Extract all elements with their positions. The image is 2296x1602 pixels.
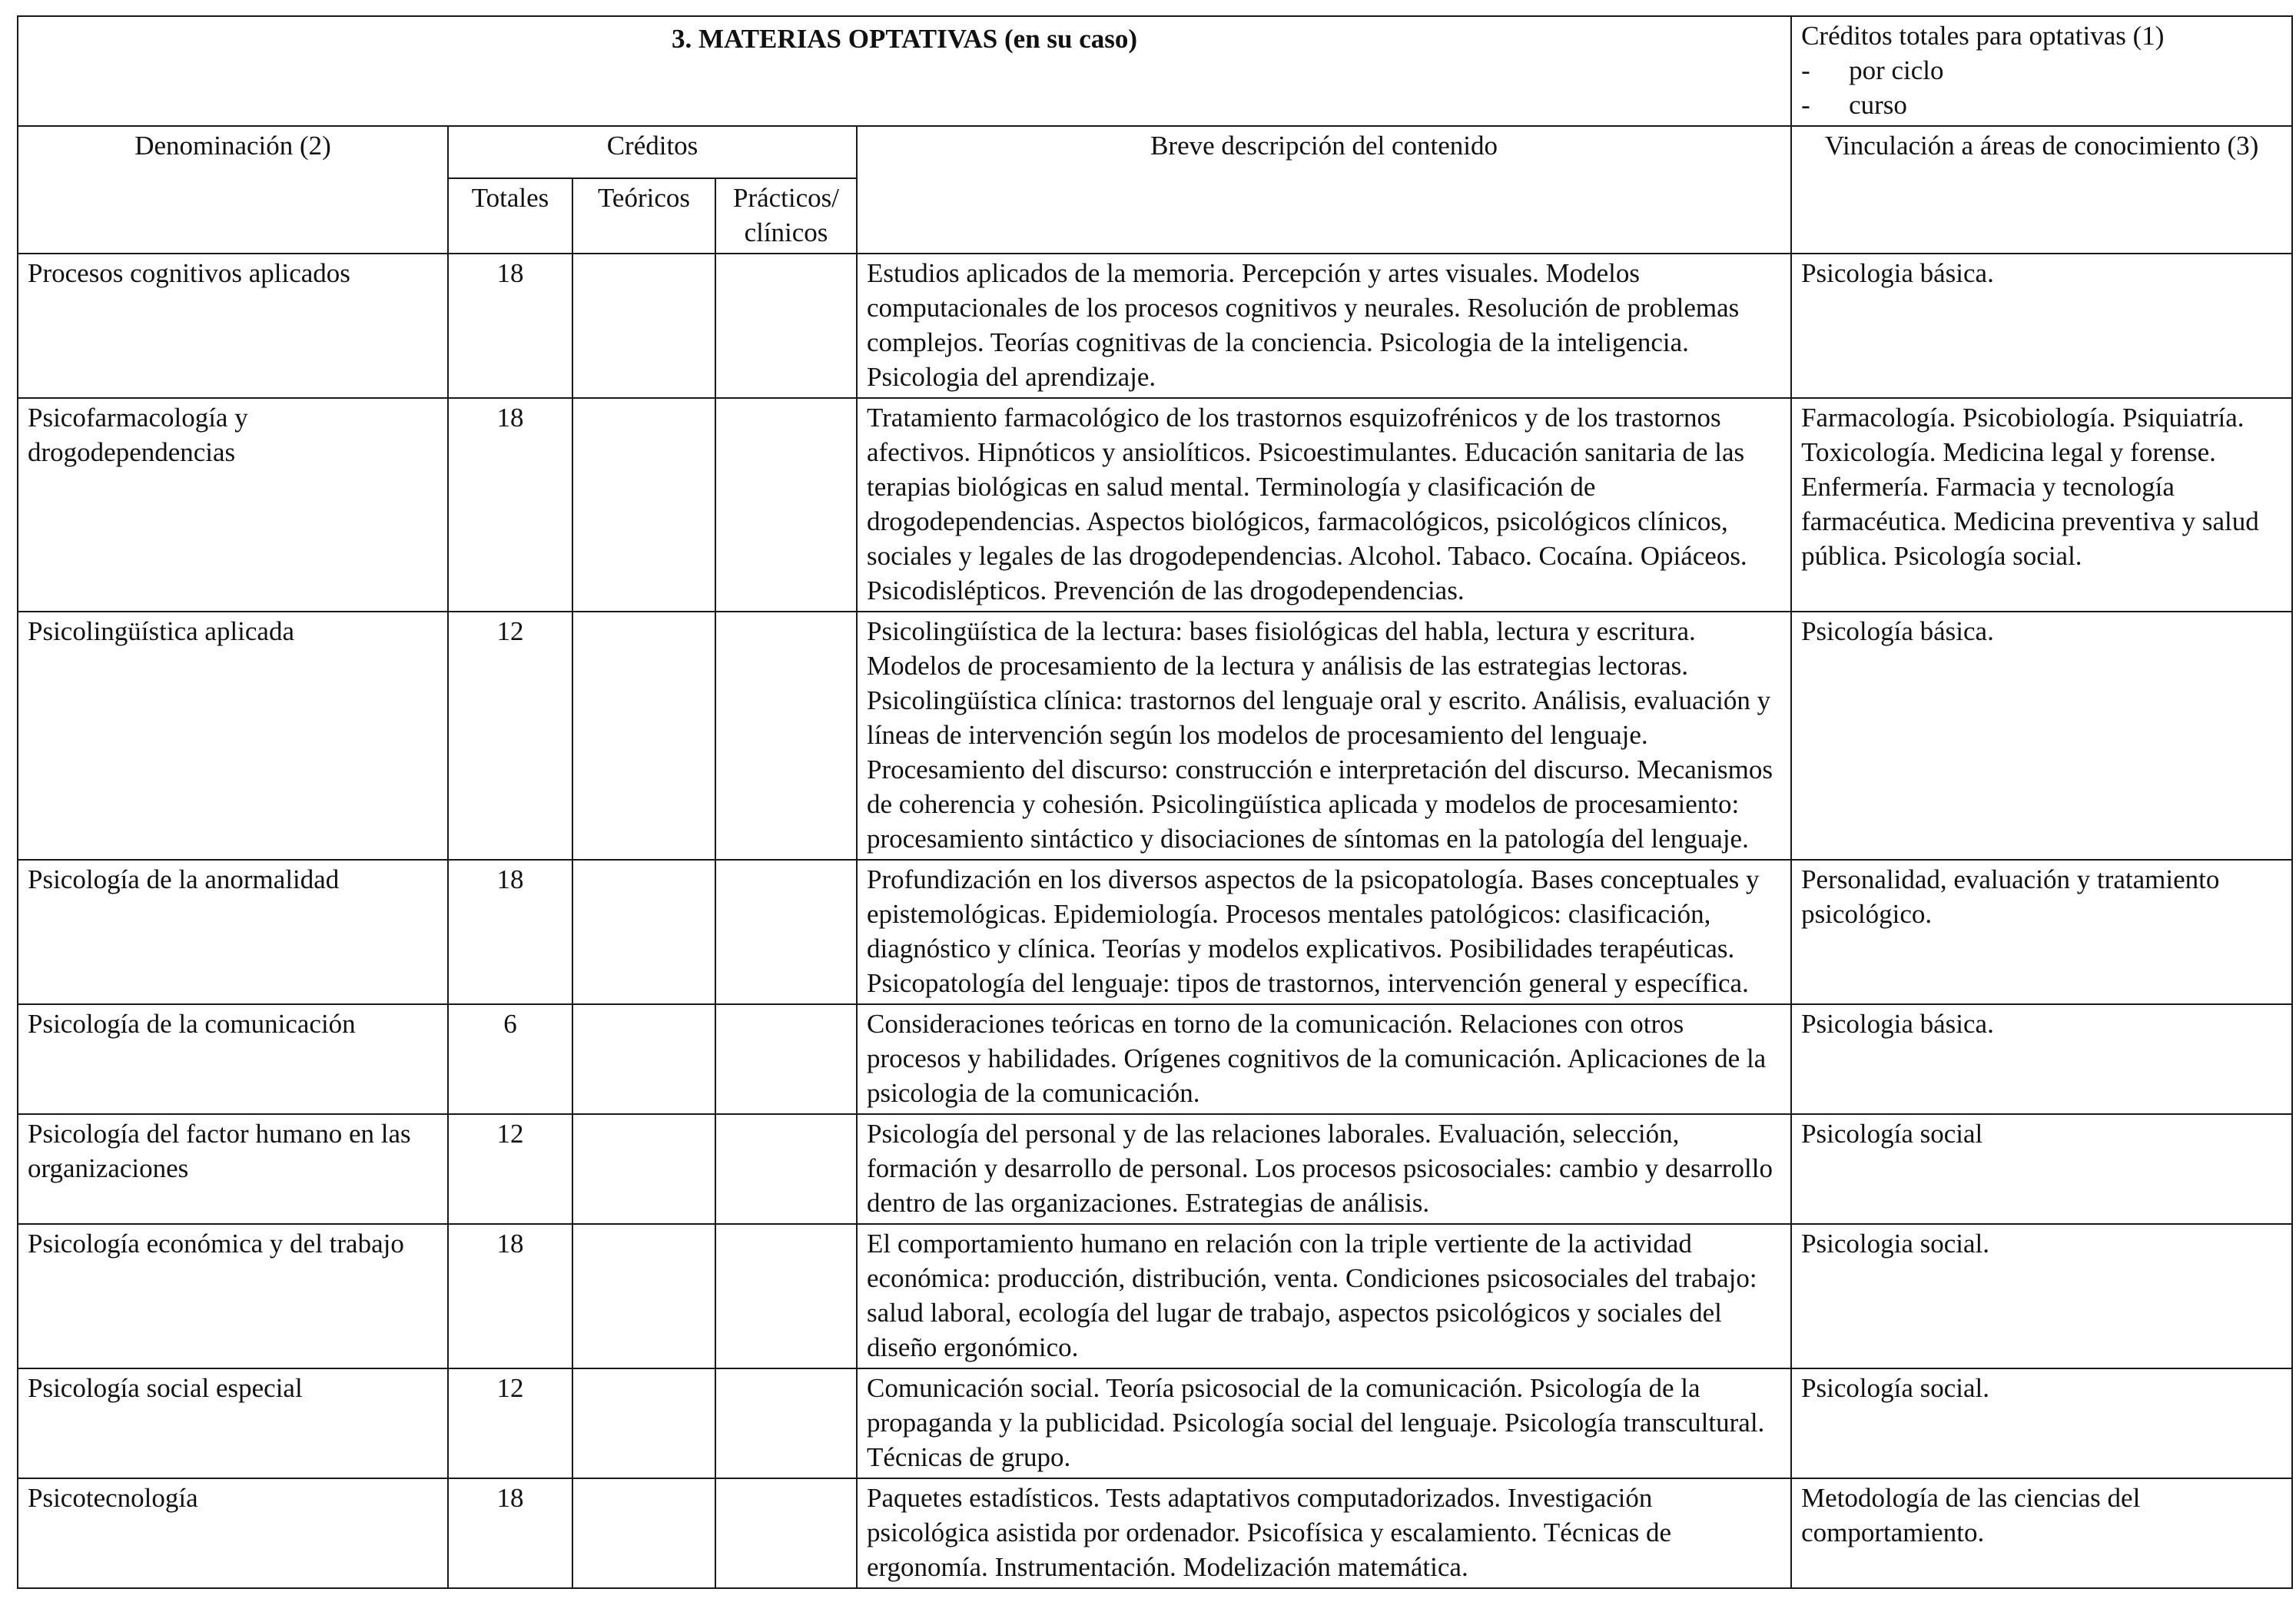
materia-vinculacion: Psicología básica. — [1791, 612, 2292, 860]
header-practicos: Prácticos/ clínicos — [715, 178, 857, 254]
creditos-practicos — [715, 860, 857, 1004]
materia-vinculacion: Psicología social. — [1791, 1368, 2292, 1478]
materia-denominacion: Psicolingüística aplicada — [18, 612, 448, 860]
materia-vinculacion: Personalidad, evaluación y tratamiento psicológico. — [1791, 860, 2292, 1004]
creditos-totales: 18 — [448, 860, 572, 1004]
creditos-totales: 18 — [448, 254, 572, 398]
table-row — [18, 398, 2292, 612]
materia-denominacion: Psicofarmacología y drogodependencias — [18, 398, 448, 612]
creditos-practicos — [715, 398, 857, 612]
materia-denominacion: Psicología de la comunicación — [18, 1004, 448, 1114]
creditos-totales-cell — [1791, 16, 2292, 126]
materia-denominacion: Psicotecnología — [18, 1478, 448, 1588]
table-row — [18, 254, 2292, 398]
header-teoricos: Teóricos — [572, 178, 715, 254]
table-row — [18, 1224, 2292, 1368]
materia-vinculacion: Psicología social — [1791, 1114, 2292, 1224]
creditos-totales: 12 — [448, 612, 572, 860]
materia-vinculacion: Psicologia básica. — [1791, 1004, 2292, 1114]
header-creditos: Créditos — [448, 126, 857, 178]
header-denominacion: Denominación (2) — [18, 126, 448, 254]
creditos-teoricos — [572, 1368, 715, 1478]
header-row — [18, 126, 2292, 178]
materia-vinculacion: Psicologia social. — [1791, 1224, 2292, 1368]
creditos-practicos — [715, 1224, 857, 1368]
creditos-practicos — [715, 1478, 857, 1588]
creditos-teoricos — [572, 254, 715, 398]
materia-descripcion: Estudios aplicados de la memoria. Percepción y artes visuales. Modelos computacionales de los procesos cognitivos y neurales. Resolución de problemas complejos. Teorías cognitivas de la conciencia. Psicologia de la inteligencia. Psicologia del aprendizaje. — [857, 254, 1791, 398]
materia-denominacion: Psicología económica y del trabajo — [18, 1224, 448, 1368]
materia-vinculacion: Metodología de las ciencias del comportamiento. — [1791, 1478, 2292, 1588]
creditos-totales: 12 — [448, 1368, 572, 1478]
table-title: 3. MATERIAS OPTATIVAS (en su caso) — [18, 16, 1791, 126]
table-row — [18, 612, 2292, 860]
materia-descripcion: Paquetes estadísticos. Tests adaptativos computadorizados. Investigación psicológica asistida por ordenador. Psicofísica y escalamiento. Técnicas de ergonomía. Instrumentación. Modelización matemática. — [857, 1478, 1791, 1588]
creditos-practicos — [715, 254, 857, 398]
table-row — [18, 1114, 2292, 1224]
creditos-practicos — [715, 612, 857, 860]
creditos-totales-item: - curso — [1801, 90, 1907, 120]
table-row — [18, 1368, 2292, 1478]
header-vinculacion: Vinculación a áreas de conocimiento (3) — [1791, 126, 2292, 254]
table-row — [18, 1004, 2292, 1114]
materia-denominacion: Procesos cognitivos aplicados — [18, 254, 448, 398]
table-row — [18, 1478, 2292, 1588]
header-totales: Totales — [448, 178, 572, 254]
creditos-practicos — [715, 1114, 857, 1224]
materia-descripcion: Psicolingüística de la lectura: bases fisiológicas del habla, lectura y escritura. Modelos de procesamiento de la lectura y análisis de las estrategias lectoras. Psicolingüística clínica: trastornos del lenguaje oral y escrito. Análisis, evaluación y líneas de intervención según los modelos de procesamiento del lenguaje. Procesamiento del discurso: construcción e interpretación del discurso. Mecanismos de coherencia y cohesión. Psicolingüística aplicada y modelos de procesamiento: procesamiento sintáctico y disociaciones de síntomas en la patología del lenguaje. — [857, 612, 1791, 860]
materias-optativas-table — [17, 15, 2293, 1589]
creditos-teoricos — [572, 612, 715, 860]
materia-descripcion: Psicología del personal y de las relaciones laborales. Evaluación, selección, formación y desarrollo de personal. Los procesos psicosociales: cambio y desarrollo dentro de las organizaciones. Estrategias de análisis. — [857, 1114, 1791, 1224]
table-row — [18, 860, 2292, 1004]
creditos-teoricos — [572, 1114, 715, 1224]
creditos-teoricos — [572, 1004, 715, 1114]
materia-denominacion: Psicología social especial — [18, 1368, 448, 1478]
materia-vinculacion: Farmacología. Psicobiología. Psiquiatría. Toxicología. Medicina legal y forense. Enfermería. Farmacia y tecnología farmacéutica. Medicina preventiva y salud pública. Psicología social. — [1791, 398, 2292, 612]
creditos-teoricos — [572, 398, 715, 612]
creditos-practicos — [715, 1004, 857, 1114]
creditos-totales-item: - por ciclo — [1801, 55, 1944, 85]
creditos-teoricos — [572, 860, 715, 1004]
creditos-teoricos — [572, 1478, 715, 1588]
materia-vinculacion: Psicologia básica. — [1791, 254, 2292, 398]
creditos-teoricos — [572, 1224, 715, 1368]
materia-descripcion: Comunicación social. Teoría psicosocial de la comunicación. Psicología de la propaganda y la publicidad. Psicología social del lenguaje. Psicología transcultural. Técnicas de grupo. — [857, 1368, 1791, 1478]
creditos-totales: 18 — [448, 1478, 572, 1588]
creditos-totales-label: Créditos totales para optativas (1) — [1801, 21, 2165, 51]
materia-denominacion: Psicología del factor humano en las organizaciones — [18, 1114, 448, 1224]
creditos-totales: 18 — [448, 398, 572, 612]
materia-denominacion: Psicología de la anormalidad — [18, 860, 448, 1004]
creditos-totales: 18 — [448, 1224, 572, 1368]
title-row — [18, 16, 2292, 126]
materia-descripcion: Profundización en los diversos aspectos de la psicopatología. Bases conceptuales y epistemológicas. Epidemiología. Procesos mentales patológicos: clasificación, diagnóstico y clínica. Teorías y modelos explicativos. Posibilidades terapéuticas. Psicopatología del lenguaje: tipos de trastornos, intervención general y específica. — [857, 860, 1791, 1004]
materia-descripcion: El comportamiento humano en relación con la triple vertiente de la actividad económica: producción, distribución, venta. Condiciones psicosociales del trabajo: salud laboral, ecología del lugar de trabajo, aspectos psicológicos y sociales del diseño ergonómico. — [857, 1224, 1791, 1368]
creditos-totales: 6 — [448, 1004, 572, 1114]
materia-descripcion: Consideraciones teóricas en torno de la comunicación. Relaciones con otros procesos y habilidades. Orígenes cognitivos de la comunicación. Aplicaciones de la psicologia de la comunicación. — [857, 1004, 1791, 1114]
creditos-totales: 12 — [448, 1114, 572, 1224]
creditos-practicos — [715, 1368, 857, 1478]
header-descripcion: Breve descripción del contenido — [857, 126, 1791, 254]
materia-descripcion: Tratamiento farmacológico de los trastornos esquizofrénicos y de los trastornos afectivos. Hipnóticos y ansiolíticos. Psicoestimulantes. Educación sanitaria de las terapias biológicas en salud mental. Terminología y clasificación de drogodependencias. Aspectos biológicos, farmacológicos, psicológicos clínicos, sociales y legales de las drogodependencias. Alcohol. Tabaco. Cocaína. Opiáceos. Psicodislépticos. Prevención de las drogodependencias. — [857, 398, 1791, 612]
